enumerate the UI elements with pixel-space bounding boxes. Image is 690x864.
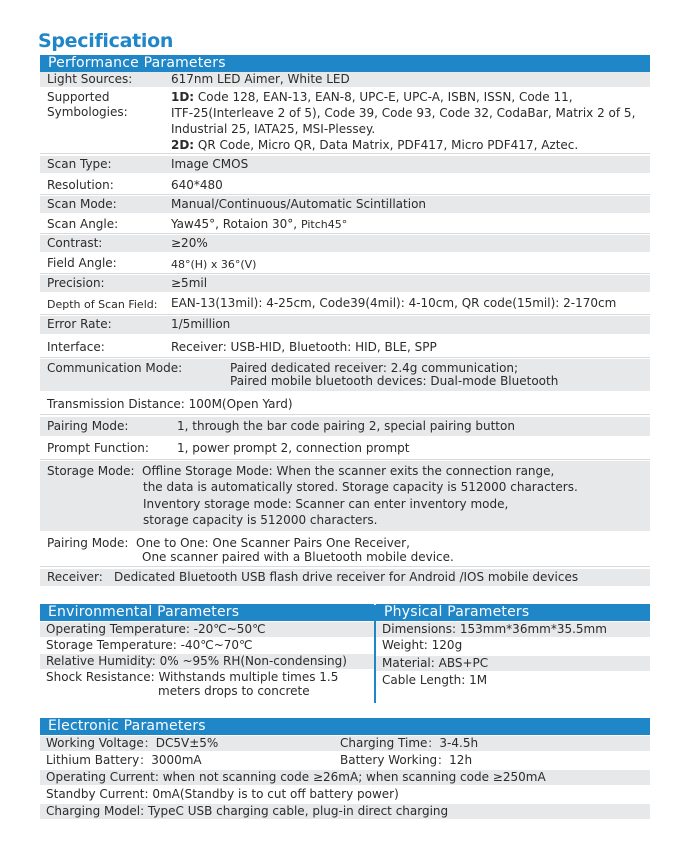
value: Transmission Distance: 100M(Open Yard) <box>47 397 293 411</box>
label: Light Sources: <box>47 72 133 86</box>
charging-time: Charging Time：3-4.5h <box>340 736 479 750</box>
row-pairing-mode-2 <box>40 533 650 567</box>
row-symbologies <box>40 88 650 154</box>
value: Manual/Continuous/Automatic Scintillation <box>171 197 427 211</box>
row-receiver <box>40 569 650 586</box>
row-field-angle <box>40 254 650 274</box>
value-line3: Inventory storage mode: Scanner can enter inventory mode, <box>143 497 509 511</box>
label: Prompt Function: <box>47 441 149 455</box>
angle-text: Yaw45°, Rotaion 30°, <box>171 217 298 231</box>
phy-material: Material: ABS+PC <box>376 656 650 671</box>
value: Dedicated Bluetooth USB flash drive receiver for Android /IOS mobile devices <box>114 570 579 584</box>
row-pairing-mode <box>40 417 650 436</box>
value <box>171 217 347 232</box>
label: Depth of Scan Field: <box>47 298 158 311</box>
label: Communication Mode: <box>47 361 183 375</box>
label: Field Angle: <box>47 256 117 270</box>
value-line2: Paired mobile bluetooth devices: Dual-mode Bluetooth <box>230 374 559 388</box>
label-line1: Supported <box>47 90 110 104</box>
env-operating-temperature: Operating Temperature: -20℃~50℃ <box>40 622 374 637</box>
row-contrast <box>40 235 650 252</box>
lithium-battery: Lithium Battery：3000mA <box>46 753 202 767</box>
label: Scan Angle: <box>47 217 119 231</box>
env-storage-temperature: Storage Temperature: -40℃~70℃ <box>46 638 253 652</box>
value: 1, through the bar code pairing 2, special pairing button <box>177 419 515 433</box>
prefix-1d: 1D: <box>171 90 195 104</box>
row-prompt-function <box>40 438 650 460</box>
label: Interface: <box>47 340 105 354</box>
row-scan-type <box>40 156 650 173</box>
label-line2: Symbologies: <box>47 105 128 119</box>
value-line2: the data is automatically stored. Storage capacity is 512000 characters. <box>143 480 578 494</box>
value: 617nm LED Aimer, White LED <box>171 72 350 86</box>
row-resolution <box>40 176 650 195</box>
row-storage-mode <box>40 461 650 531</box>
env-shock-resistance-line1: Shock Resistance: Withstands multiple times 1.5 <box>46 670 339 684</box>
label: Contrast: <box>47 236 103 250</box>
elec-operating-current: Operating Current: when not scanning code ≥26mA; when scanning code ≥250mA <box>40 770 650 785</box>
phy-dimensions: Dimensions: 153mm*36mm*35.5mm <box>376 622 650 637</box>
value-line1: Paired dedicated receiver: 2.4g communication; <box>230 361 519 375</box>
value: ≥20% <box>171 236 208 250</box>
value-1d-line2: ITF-25(Interleave 2 of 5), Code 39, Code 93, Code 32, CodaBar, Matrix 2 of 5, <box>171 106 636 120</box>
performance-header: Performance Parameters <box>40 55 650 72</box>
phy-weight: Weight: 120g <box>382 638 463 652</box>
value: EAN-13(13mil): 4-25cm, Code39(4mil): 4-10cm, QR code(15mil): 2-170cm <box>171 296 617 310</box>
elec-charging-model: Charging Model: TypeC USB charging cable, plug-in direct charging <box>40 804 650 819</box>
value: 1/5million <box>171 317 231 331</box>
value-2d-line <box>171 138 578 153</box>
label: Pairing Mode: <box>47 536 129 550</box>
value-line2: One scanner paired with a Bluetooth mobile device. <box>142 550 454 564</box>
label: Storage Mode: <box>47 464 135 478</box>
elec-row-voltage <box>40 736 650 751</box>
value: Receiver: USB-HID, Bluetooth: HID, BLE, SPP <box>171 340 437 354</box>
row-scan-mode <box>40 196 650 213</box>
pitch-text: Pitch45° <box>300 218 348 231</box>
env-relative-humidity: Relative Humidity: 0% ~95% RH(Non-condensing) <box>40 654 374 669</box>
row-depth-of-scan-field <box>40 294 650 315</box>
label: Precision: <box>47 276 105 290</box>
phy-cable-length: Cable Length: 1M <box>382 673 488 687</box>
prefix-2d: 2D: <box>171 138 195 152</box>
electronic-header: Electronic Parameters <box>40 718 650 735</box>
working-voltage: Working Voltage：DC5V±5% <box>46 736 219 750</box>
text-1d: Code 128, EAN-13, EAN-8, UPC-E, UPC-A, ISBN, ISSN, Code 11, <box>194 90 573 104</box>
value: 640*480 <box>171 178 223 192</box>
elec-row-battery <box>40 753 650 768</box>
label: Receiver: <box>47 570 103 584</box>
row-light-sources <box>40 72 650 87</box>
label: Error Rate: <box>47 317 112 331</box>
value-line1: Offline Storage Mode: When the scanner exits the connection range, <box>142 464 555 478</box>
value: 48°(H) x 36°(V) <box>171 258 257 271</box>
label: Resolution: <box>47 178 114 192</box>
label: Pairing Mode: <box>47 419 129 433</box>
row-error-rate <box>40 316 650 334</box>
value-line1: One to One: One Scanner Pairs One Receiver, <box>136 536 410 550</box>
text-2d: QR Code, Micro QR, Data Matrix, PDF417, Micro PDF417, Aztec. <box>194 138 579 152</box>
row-interface <box>40 336 650 358</box>
value: 1, power prompt 2, connection prompt <box>177 441 410 455</box>
row-transmission-distance <box>40 394 650 415</box>
label: Scan Mode: <box>47 197 117 211</box>
env-shock-resistance-line2: meters drops to concrete <box>158 684 310 698</box>
row-communication-mode <box>40 359 650 391</box>
value-line4: storage capacity is 512000 characters. <box>143 513 378 527</box>
battery-working: Battery Working：12h <box>340 753 473 767</box>
page-title: Specification <box>38 30 174 52</box>
row-scan-angle <box>40 215 650 234</box>
row-precision <box>40 275 650 292</box>
physical-header: Physical Parameters <box>376 604 650 621</box>
value-1d-line1 <box>171 90 573 105</box>
value-1d-line3: Industrial 25, IATA25, MSI-Plessey. <box>171 122 376 136</box>
elec-standby-current: Standby Current: 0mA(Standby is to cut off battery power) <box>46 787 399 801</box>
environmental-header: Environmental Parameters <box>40 604 374 621</box>
value: Image CMOS <box>171 157 249 171</box>
value: ≥5mil <box>171 276 208 290</box>
label: Scan Type: <box>47 157 112 171</box>
